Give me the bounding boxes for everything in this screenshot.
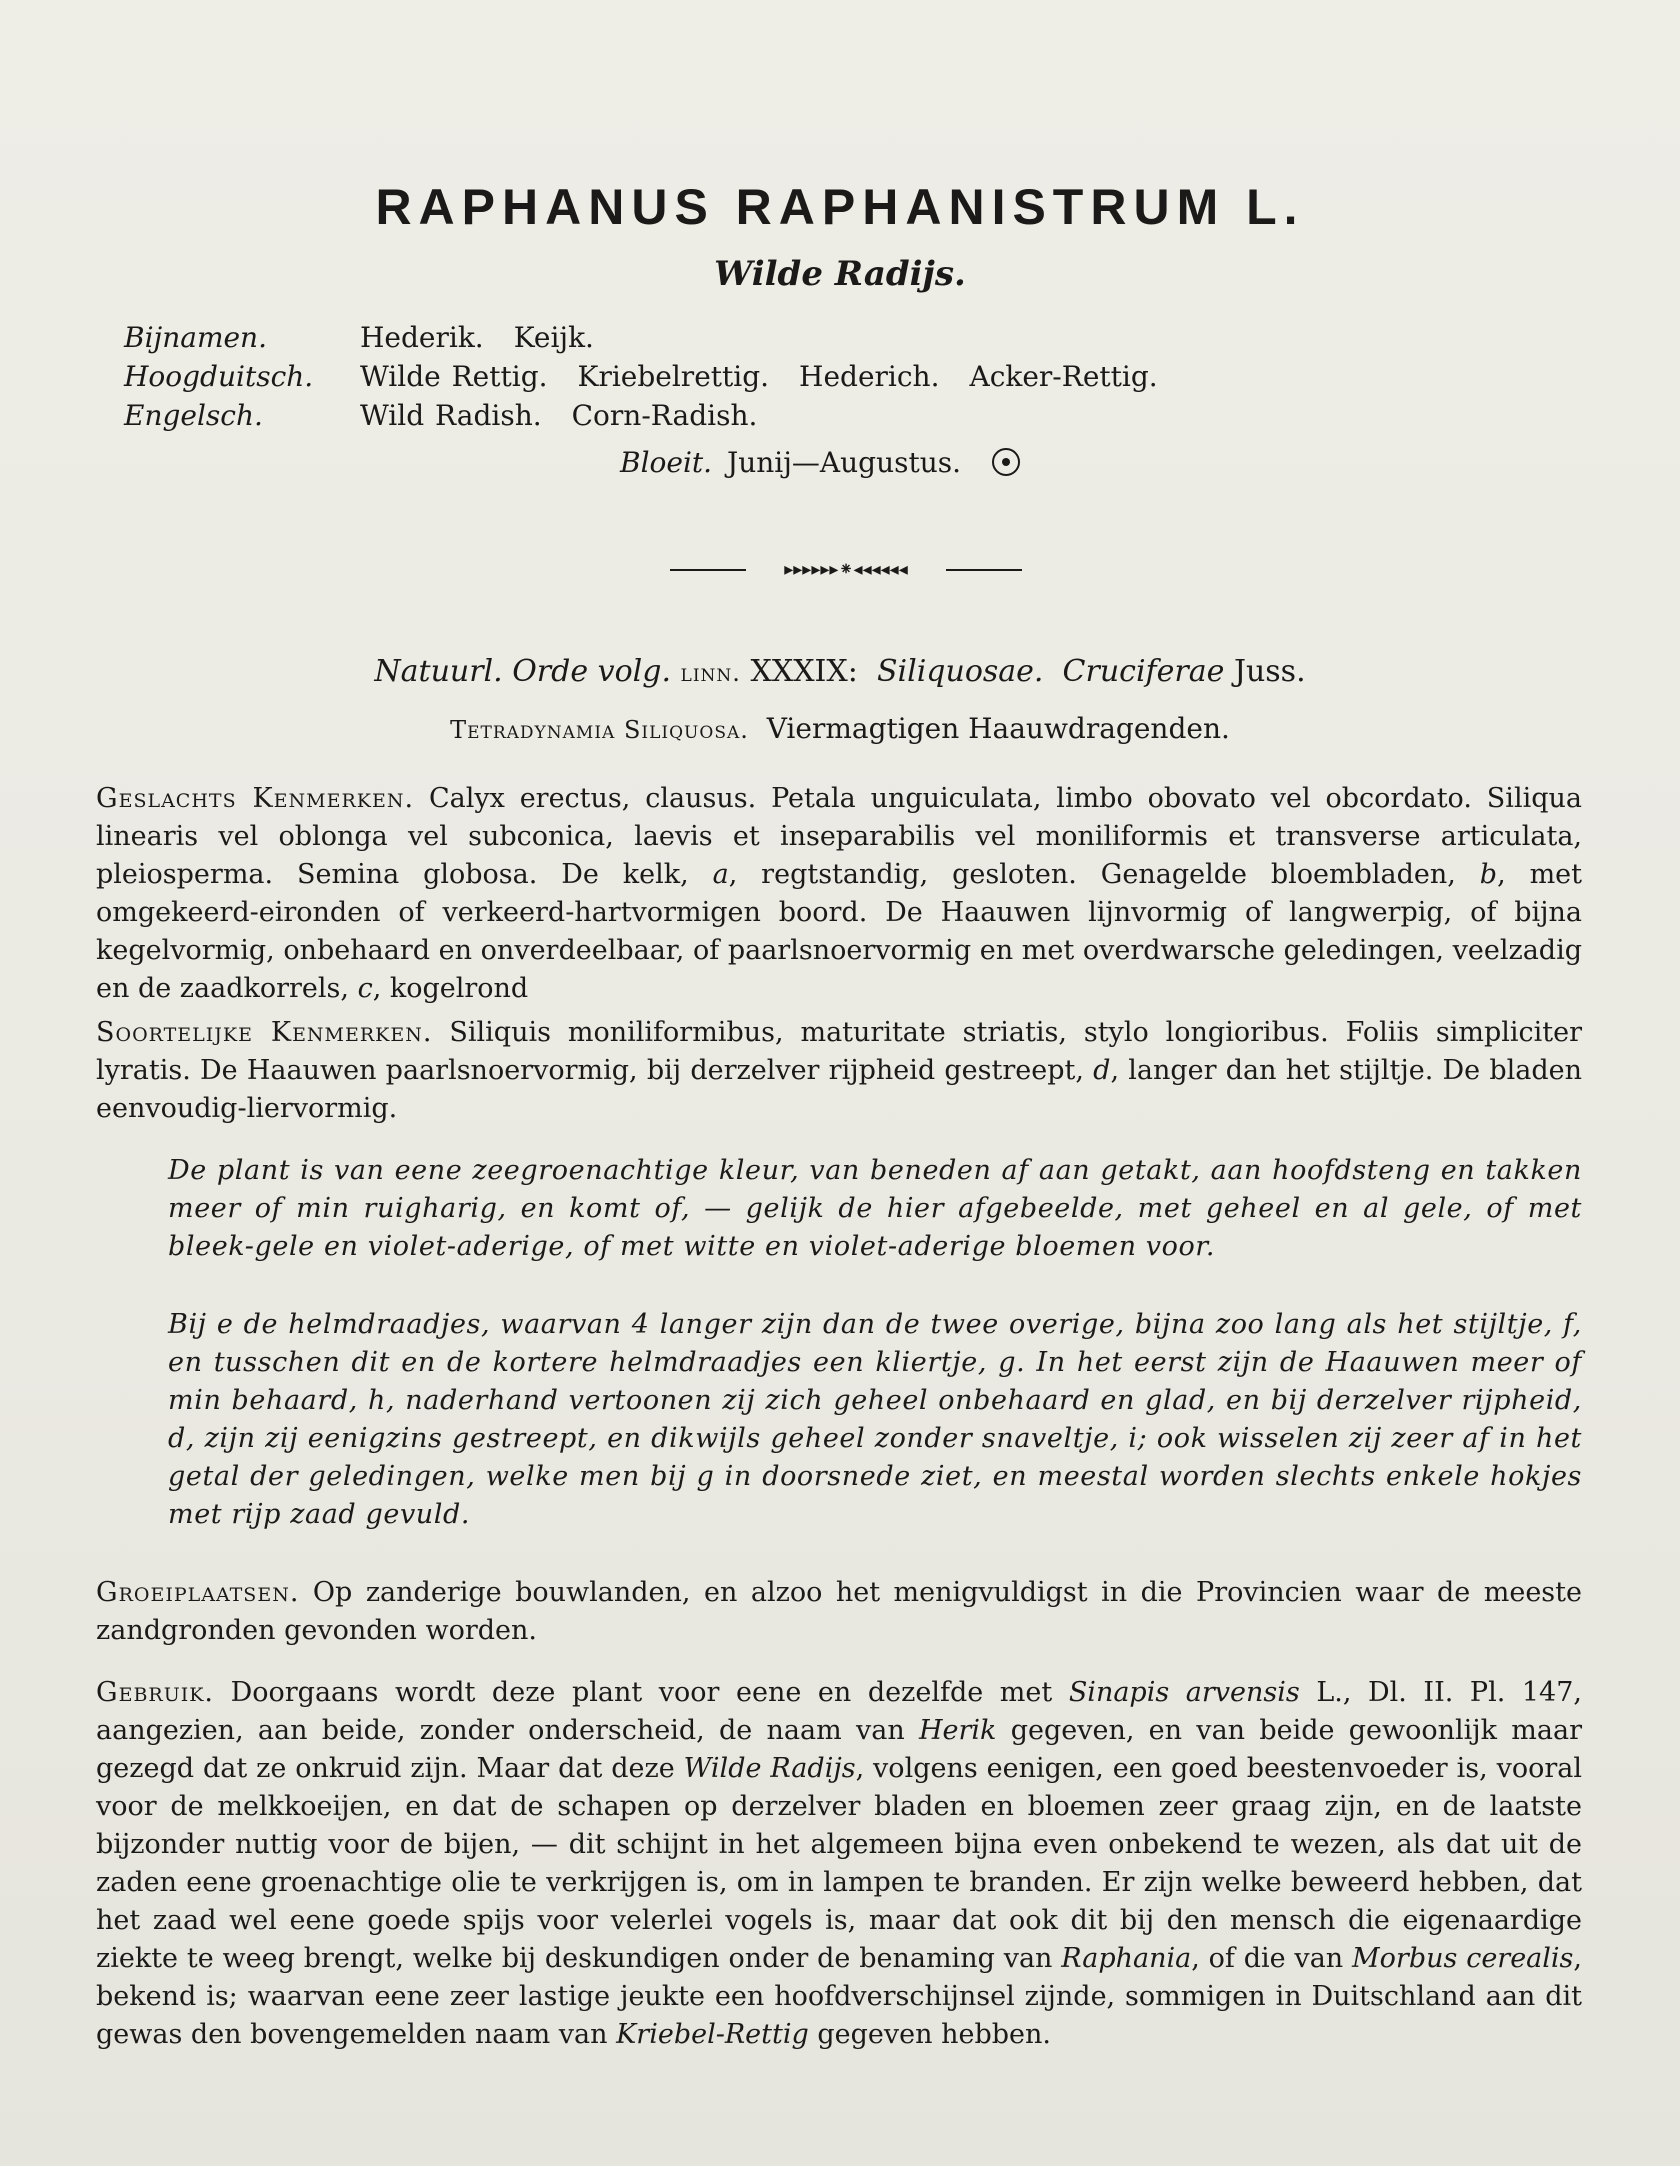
natural-order-line [0,654,1680,689]
section-head: Geslachts Kenmerken. [96,783,415,814]
orde-linn: linn. [680,659,741,687]
orde-siliquosae: Siliquosae. [876,654,1044,689]
genus-characters [96,780,1582,1008]
linnaean-class-line [0,712,1680,745]
name-value: Keijk. [513,321,594,354]
usage-text: gegeven, en van beide gewoonlijk maar gezegd dat ze onkruid zijn. Maar dat deze [96,1715,1582,1784]
genus-text: , kogelrond [372,973,529,1004]
section-head: Gebruik. [96,1677,215,1708]
usage-species-name: Kriebel-Rettig [616,2019,809,2050]
page-subtitle: Wilde Radijs. [714,254,966,294]
species-text: , langer dan het stijltje. De bladen eenvoudig-liervormig. [96,1055,1582,1124]
orde-number: XXXIX: [750,654,858,689]
species-text: Siliquis moniliformibus, maturitate striatis, stylo longioribus. Foliis simpliciter lyratis. De Haauwen paarlsnoervormig, bij derzelver rijpheid gestreept, [96,1017,1582,1086]
plant-description: De plant is van eene zeegroenachtige kleur, van beneden af aan getakt, aan hoofdsteng en takken meer of min ruigharig, en komt of, — gelijk de hier afgebeelde, met geheel en al gele, of met bleek-gele en violet-aderige, of met witte en violet-aderige bloemen voor. [168,1155,1582,1262]
names-label: Engelsch. [124,399,263,432]
genus-text: Calyx erectus, clausus. Petala unguiculata, limbo obovato vel obcordato. Siliqua linearis vel oblonga vel subconica, laevis et inseparabilis vel moniliformis et transverse articulata, pleiosperma. Semina globosa. De kelk, [96,783,1582,890]
orde-prefix: Natuurl. Orde volg. [374,654,671,689]
usage-text: Doorgaans wordt deze plant voor eene en dezelfde met [230,1677,1053,1708]
orde-juss: Juss. [1233,654,1306,689]
common-names [124,318,1188,435]
genus-text: , met omgekeerd-eironden of verkeerd-hartvormigen boord. De Haauwen lijnvormig of langwerpig, of bijna kegelvormig, onbehaard en onverdeelbaar, of paarlsnoervormig en met overdwarsche geledingen, veelzadig en de zaadkorrels, [96,859,1583,1004]
species-characters [96,1014,1582,1128]
figure-letter: a [712,859,729,890]
usage-species-name: Herik [918,1715,997,1746]
figure-letter: d [1093,1055,1111,1086]
name-value: Wilde Rettig. [360,360,548,393]
class-name: Tetradynamia Siliquosa. [450,716,749,744]
name-value: Kriebelrettig. [577,360,770,393]
names-row [124,357,1188,396]
usage-species-name: Wilde Radijs [683,1753,856,1784]
ornament-glyphs: ▸▸▸▸▸▸⁕◂◂◂◂◂◂ [746,556,946,584]
figure-letter: c [357,973,373,1004]
orde-cruciferae: Cruciferae [1062,654,1225,689]
usage-text: L., Dl. II. Pl. 147, aangezien, aan beide, zonder onderscheid, de naam van [96,1677,1582,1746]
section-head: Soortelijke Kenmerken. [96,1017,433,1048]
habitat-text: Op zanderige bouwlanden, en alzoo het menigvuldigst in die Provincien waar de meeste zandgronden gevonden worden. [96,1577,1582,1646]
usage-text: gegeven hebben. [817,2019,1051,2050]
usage-text: , volgens eenigen, een goed beestenvoeder is, vooral voor de melkkoeijen, en dat de schapen op derzelver bladen en bloemen zeer graag zijn, en de laatste bijzonder nuttig voor de bijen, — dit schijnt in het algemeen bijna even onbekend te wezen, als dat uit de zaden eene groenachtige olie te verkrijgen is, om in lampen te branden. Er zijn welke beweerd hebben, dat het zaad wel eene goede spijs voor velerlei vogels is, maar dat ook dit bij den mensch die eigenaardige ziekte te weeg brengt, welke bij deskundigen onder de benaming van [96,1753,1582,1974]
names-row [124,318,1188,357]
page-title: RAPHANUS RAPHANISTRUM L. [375,179,1305,235]
names-row [124,396,1188,435]
usage-species-name: Sinapis arvensis [1068,1677,1300,1708]
usage-text: , bekend is; waarvan eene zeer lastige jeukte een hoofdverschijnsel zijnde, sommigen in Duitschland aan dit gewas den bovengemelden naam van [96,1943,1583,2050]
usage-species-name: Morbus cerealis [1352,1943,1574,1974]
usage-section [96,1674,1582,2054]
flowering-line [620,446,1020,479]
figure-letter: b [1479,859,1498,890]
name-value: Hederich. [799,360,940,393]
class-dutch: Viermagtigen Haauwdragenden. [766,712,1230,745]
usage-species-name: Raphania [1061,1943,1192,1974]
usage-text: , of die van [1191,1943,1344,1974]
habitat-section [96,1574,1582,1650]
names-label: Hoogduitsch. [124,360,314,393]
ornament-divider [670,556,1022,584]
flower-description: Bij e de helmdraadjes, waarvan 4 langer zijn dan de twee overige, bijna zoo lang als het stijltje, f, en tusschen dit en de kortere helmdraadjes een kliertje, g. In het eerst zijn de Haauwen meer of min behaard, h, naderhand vertoonen zij zich geheel onbehaard en glad, en bij derzelver rijpheid, d, zijn zij eenigzins gestreept, en dikwijls geheel zonder snaveltje, i; ook wisselen zij zeer af in het getal der geledingen, welke men bij g in doorsnede ziet, en meestal worden slechts enkele hokjes met rijp zaad gevuld. [168,1309,1582,1530]
name-value: Acker-Rettig. [969,360,1158,393]
section-head: Groeiplaatsen. [96,1577,300,1608]
annual-symbol-icon [992,448,1020,476]
names-label: Bijnamen. [124,321,267,354]
name-value: Hederik. [360,321,484,354]
flowering-label: Bloeit. [620,446,713,479]
name-value: Corn-Radish. [571,399,758,432]
genus-text: , regtstandig, gesloten. Genagelde bloembladen, [728,859,1456,890]
name-value: Wild Radish. [360,399,542,432]
flowering-value: Junij—Augustus. [726,446,962,479]
